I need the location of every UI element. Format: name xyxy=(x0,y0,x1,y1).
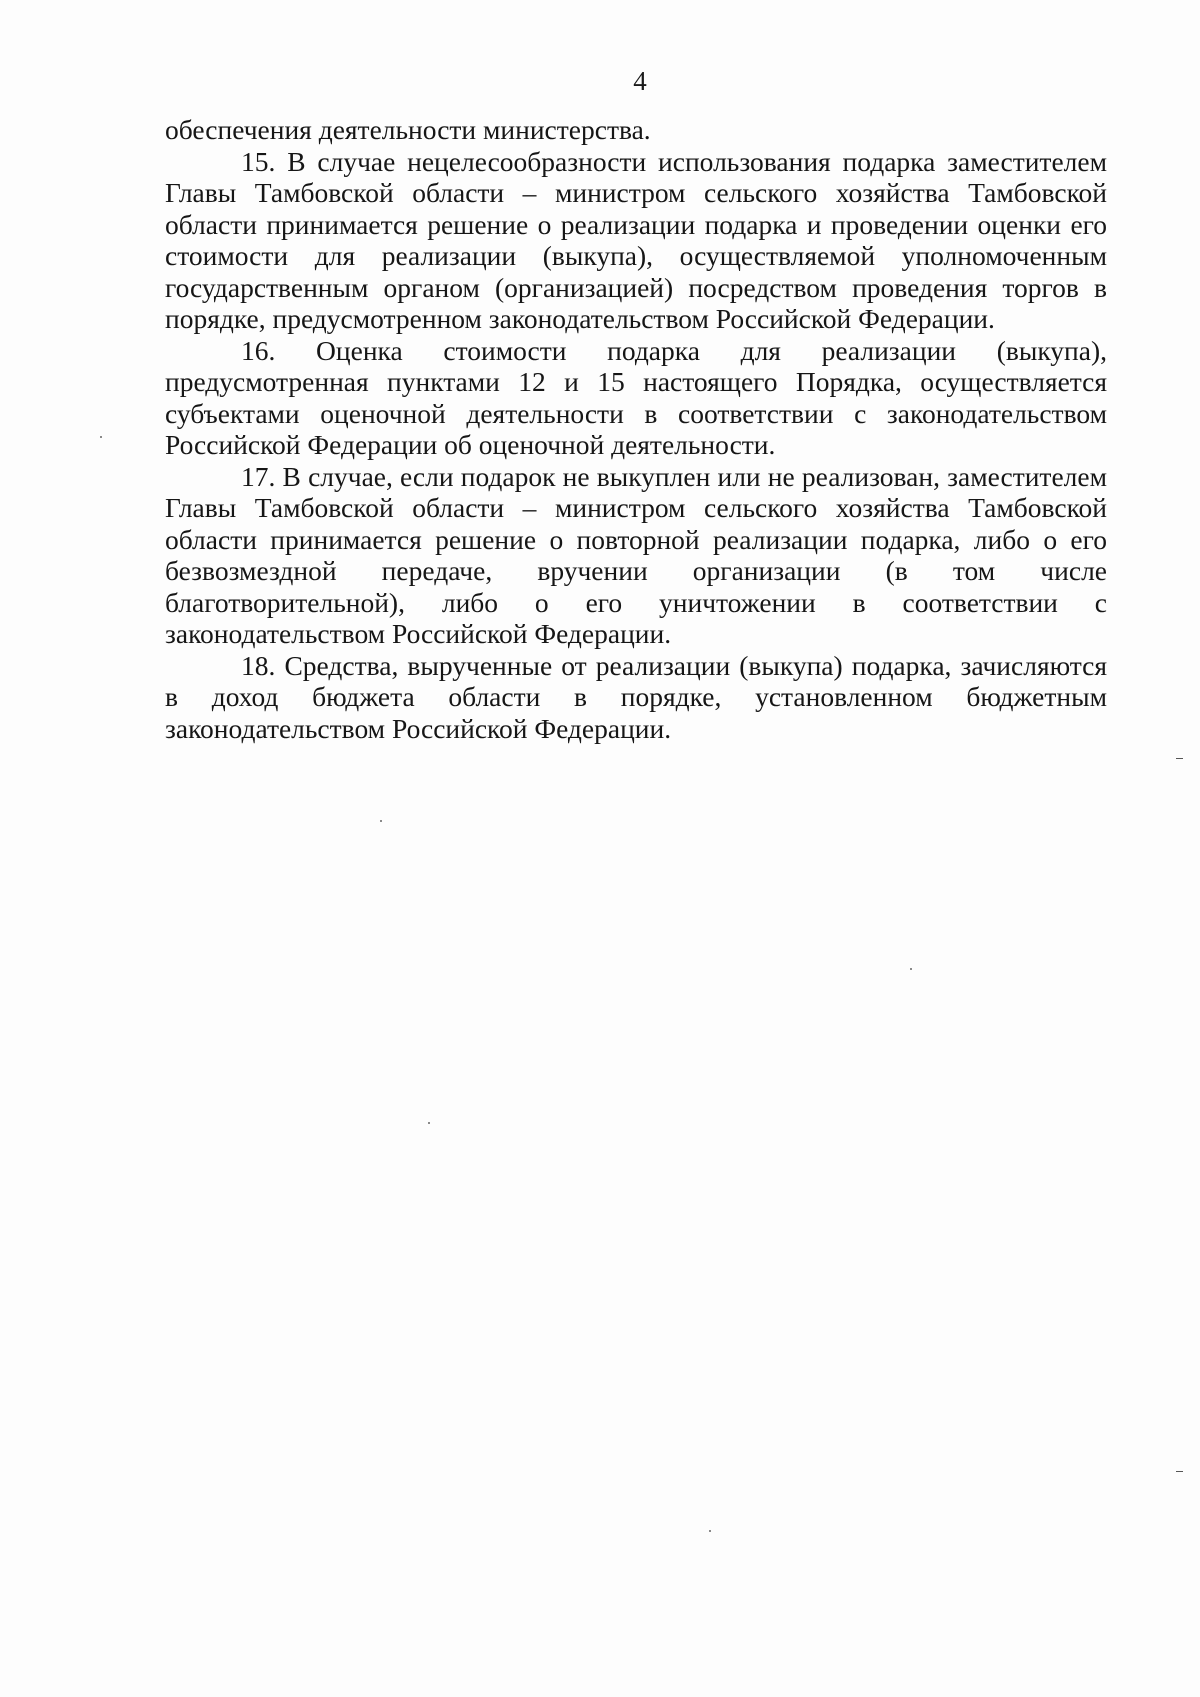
paragraph-continuation: обеспечения деятельности министерства. xyxy=(165,114,651,145)
scan-mark xyxy=(1176,1471,1183,1472)
document-body xyxy=(165,114,1107,744)
scan-speck xyxy=(428,1122,430,1124)
scan-speck xyxy=(910,968,912,970)
scan-speck xyxy=(709,1530,711,1532)
scan-speck xyxy=(380,820,382,822)
scan-speck xyxy=(100,436,102,438)
page-number: 4 xyxy=(633,66,647,96)
paragraph-17: 17. В случае, если подарок не выкуплен или не реализован, заместителем Главы Тамбовской области – министром сельского хозяйства Тамбовской области принимается решение о повторной реализации подарка, либо о его безвозмездной передаче, вручении организации (в том числе благотворительной), либо о его уничтожении в соответствии с законодательством Российской Федерации. xyxy=(165,460,1107,649)
paragraph-16: 16. Оценка стоимости подарка для реализации (выкупа), предусмотренная пунктами 12 и 15 настоящего Порядка, осуществляется субъектами оценочной деятельности в соответствии с законодательством Российской Федерации об оценочной деятельности. xyxy=(165,334,1107,460)
scan-mark xyxy=(1176,758,1183,759)
paragraph-15: 15. В случае нецелесообразности использования подарка заместителем Главы Тамбовской области – министром сельского хозяйства Тамбовской области принимается решение о реализации подарка и проведении оценки его стоимости для реализации (выкупа), осуществляемой уполномоченным государственным органом (организацией) посредством проведения торгов в порядке, предусмотренном законодательством Российской Федерации. xyxy=(165,145,1107,334)
paragraph-18: 18. Средства, вырученные от реализации (выкупа) подарка, зачисляются в доход бюджета области в порядке, установленном бюджетным законодательством Российской Федерации. xyxy=(165,649,1107,744)
